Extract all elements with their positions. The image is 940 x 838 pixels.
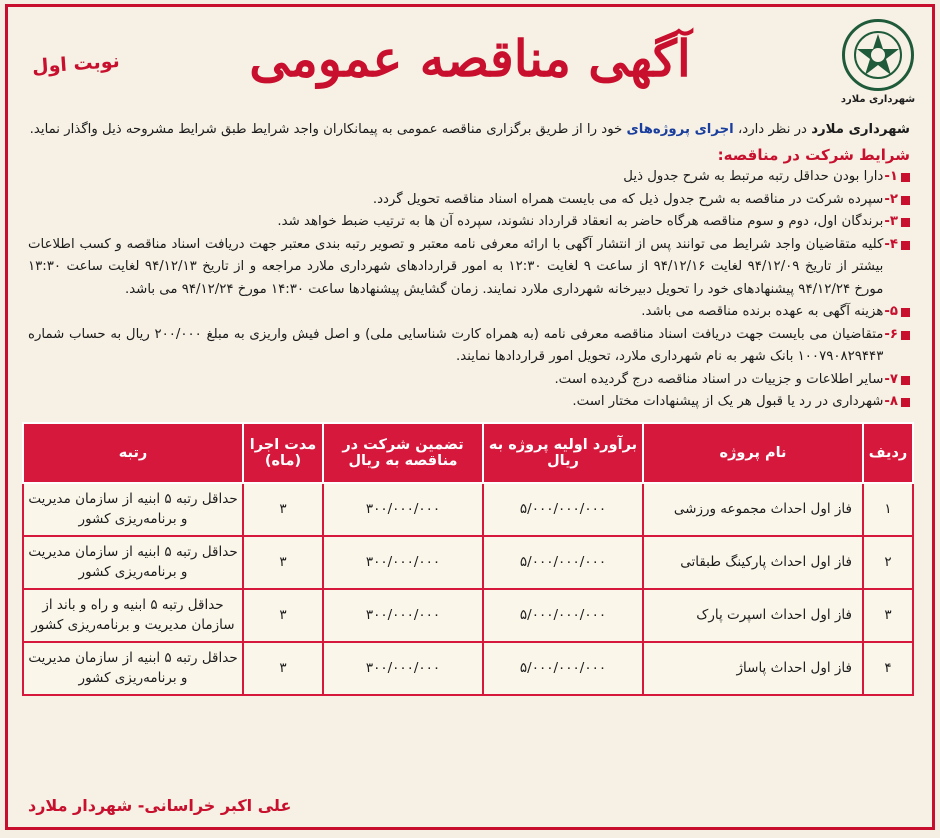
cell-duration: ۳ xyxy=(243,483,323,536)
col-header-duration: مدت اجرا (ماه) xyxy=(243,423,323,483)
col-header-rank: رتبه xyxy=(23,423,243,483)
condition-item xyxy=(28,301,910,324)
condition-number: ۶- xyxy=(884,326,898,342)
tender-notice xyxy=(5,4,935,830)
cell-guarantee: ۳۰۰/۰۰۰/۰۰۰ xyxy=(323,589,483,642)
edition-stamp: نوبت اول xyxy=(31,49,121,79)
condition-item xyxy=(28,234,910,302)
table-row xyxy=(23,642,913,695)
bullet-icon xyxy=(901,218,910,227)
cell-estimate: ۵/۰۰۰/۰۰۰/۰۰۰ xyxy=(483,589,643,642)
cell-project-name: فاز اول احداث مجموعه ورزشی xyxy=(643,483,863,536)
condition-text: کلیه متقاضیان واجد شرایط می توانند پس از انتشار آگهی با ارائه معرفی نامه معتبر و تصویر رتبه بندی معتبر جهت دریافت اسناد مناقصه و کسب اطلاعات بیشتر از تاریخ ۹۴/۱۲/۰۹ لغایت ۹۴/۱۲/۱۶ از ساعت ۹ لغایت ۱۲:۳۰ به امور قراردادهای شهرداری ملارد مراجعه و از تاریخ ۹۴/۱۲/۱۳ لغایت ساعت ۱۳:۳۰ مورخ ۹۴/۱۲/۲۴ پیشنهادهای خود را تحویل دبیرخانه شهرداری ملارد نمایند. زمان گشایش پیشنهادها ساعت ۱۴:۳۰ مورخ ۹۴/۱۲/۲۴ می باشد. xyxy=(28,236,884,297)
bullet-icon xyxy=(901,196,910,205)
projects-table xyxy=(22,422,914,696)
condition-number: ۸- xyxy=(884,394,898,409)
cell-guarantee: ۳۰۰/۰۰۰/۰۰۰ xyxy=(323,536,483,589)
condition-item xyxy=(28,166,910,189)
bullet-icon xyxy=(901,376,910,385)
condition-number: ۳- xyxy=(884,214,898,229)
cell-guarantee: ۳۰۰/۰۰۰/۰۰۰ xyxy=(323,642,483,695)
cell-estimate: ۵/۰۰۰/۰۰۰/۰۰۰ xyxy=(483,536,643,589)
intro-highlight: اجرای پروژه‌های xyxy=(626,122,734,137)
logo-caption: شهرداری ملارد xyxy=(840,94,916,105)
cell-rank: حداقل رتبه ۵ ابنیه از سازمان مدیریت و برنامه‌ریزی کشور xyxy=(23,483,243,536)
intro-org: شهرداری ملارد xyxy=(811,122,910,137)
cell-guarantee: ۳۰۰/۰۰۰/۰۰۰ xyxy=(323,483,483,536)
cell-rank: حداقل رتبه ۵ ابنیه از سازمان مدیریت و برنامه‌ریزی کشور xyxy=(23,536,243,589)
table-header-row xyxy=(23,423,913,483)
bullet-icon xyxy=(901,173,910,182)
conditions-heading: شرایط شرکت در مناقصه: xyxy=(717,145,910,164)
intro-paragraph xyxy=(28,119,910,142)
condition-text: سپرده شرکت در مناقصه به شرح جدول ذیل که می بایست همراه اسناد مناقصه تحویل گردد. xyxy=(372,191,884,207)
cell-project-name: فاز اول احداث اسپرت پارک xyxy=(643,589,863,642)
cell-project-name: فاز اول احداث پارکینگ طبقاتی xyxy=(643,536,863,589)
condition-item xyxy=(28,211,910,234)
col-header-guarantee: تضمین شرکت در مناقصه به ریال xyxy=(323,423,483,483)
intro-before: در نظر دارد، xyxy=(733,122,812,137)
signature: علی اکبر خراسانی- شهردار ملارد xyxy=(28,796,292,815)
cell-estimate: ۵/۰۰۰/۰۰۰/۰۰۰ xyxy=(483,483,643,536)
table-row xyxy=(23,589,913,642)
condition-number: ۱- xyxy=(884,169,898,184)
condition-item xyxy=(28,369,910,392)
condition-number: ۵- xyxy=(884,304,898,319)
condition-text: دارا بودن حداقل رتبه مرتبط به شرح جدول ذیل xyxy=(623,169,884,184)
cell-row-number: ۳ xyxy=(863,589,913,642)
cell-duration: ۳ xyxy=(243,642,323,695)
condition-text: شهرداری در رد یا قبول هر یک از پیشنهادات مختار است. xyxy=(572,394,884,409)
condition-text: برندگان اول، دوم و سوم مناقصه هرگاه حاضر به انعقاد قرارداد نشوند، سپرده آن ها به ترتیب ضبط خواهد شد. xyxy=(277,214,884,229)
notice-body xyxy=(8,119,932,414)
intro-after: خود را از طریق برگزاری مناقصه عمومی به پیمانکاران واجد شرایط طبق شرایط مشروحه ذیل واگذار نماید. xyxy=(29,122,627,137)
bullet-icon xyxy=(901,398,910,407)
col-header-row-number: ردیف xyxy=(863,423,913,483)
condition-text: متقاضیان می بایست جهت دریافت اسناد مناقصه معرفی نامه (به همراه کارت شناسایی ملی) و اصل فیش واریزی به مبلغ ۲۰۰/۰۰۰ ریال به حساب شماره ۱۰۰۷۹۰۸۲۹۴۴۳ بانک شهر به نام شهرداری ملارد، تحویل امور قراردادها نمایند. xyxy=(28,326,884,364)
condition-item xyxy=(28,324,910,369)
cell-duration: ۳ xyxy=(243,536,323,589)
cell-duration: ۳ xyxy=(243,589,323,642)
condition-number: ۴- xyxy=(884,236,898,252)
cell-rank: حداقل رتبه ۵ ابنیه و راه و باند از سازمان مدیریت و برنامه‌ریزی کشور xyxy=(23,589,243,642)
table-row xyxy=(23,536,913,589)
condition-text: هزینه آگهی به عهده برنده مناقصه می باشد. xyxy=(641,304,884,319)
condition-item xyxy=(28,391,910,414)
table-row xyxy=(23,483,913,536)
cell-project-name: فاز اول احداث پاساژ xyxy=(643,642,863,695)
condition-text: سایر اطلاعات و جزییات در اسناد مناقصه درج گردیده است. xyxy=(554,371,884,387)
notice-header xyxy=(8,7,932,119)
col-header-estimate: برآورد اولیه پروژه به ریال xyxy=(483,423,643,483)
bullet-icon xyxy=(901,308,910,317)
cell-row-number: ۲ xyxy=(863,536,913,589)
bullet-icon xyxy=(901,241,910,250)
condition-item xyxy=(28,189,910,212)
cell-row-number: ۱ xyxy=(863,483,913,536)
cell-estimate: ۵/۰۰۰/۰۰۰/۰۰۰ xyxy=(483,642,643,695)
bullet-icon xyxy=(901,331,910,340)
cell-row-number: ۴ xyxy=(863,642,913,695)
col-header-project-name: نام پروژه xyxy=(643,423,863,483)
condition-number: ۲- xyxy=(884,191,898,207)
notice-title: آگهی مناقصه عمومی xyxy=(249,29,691,88)
cell-rank: حداقل رتبه ۵ ابنیه از سازمان مدیریت و برنامه‌ریزی کشور xyxy=(23,642,243,695)
condition-number: ۷- xyxy=(884,371,898,387)
